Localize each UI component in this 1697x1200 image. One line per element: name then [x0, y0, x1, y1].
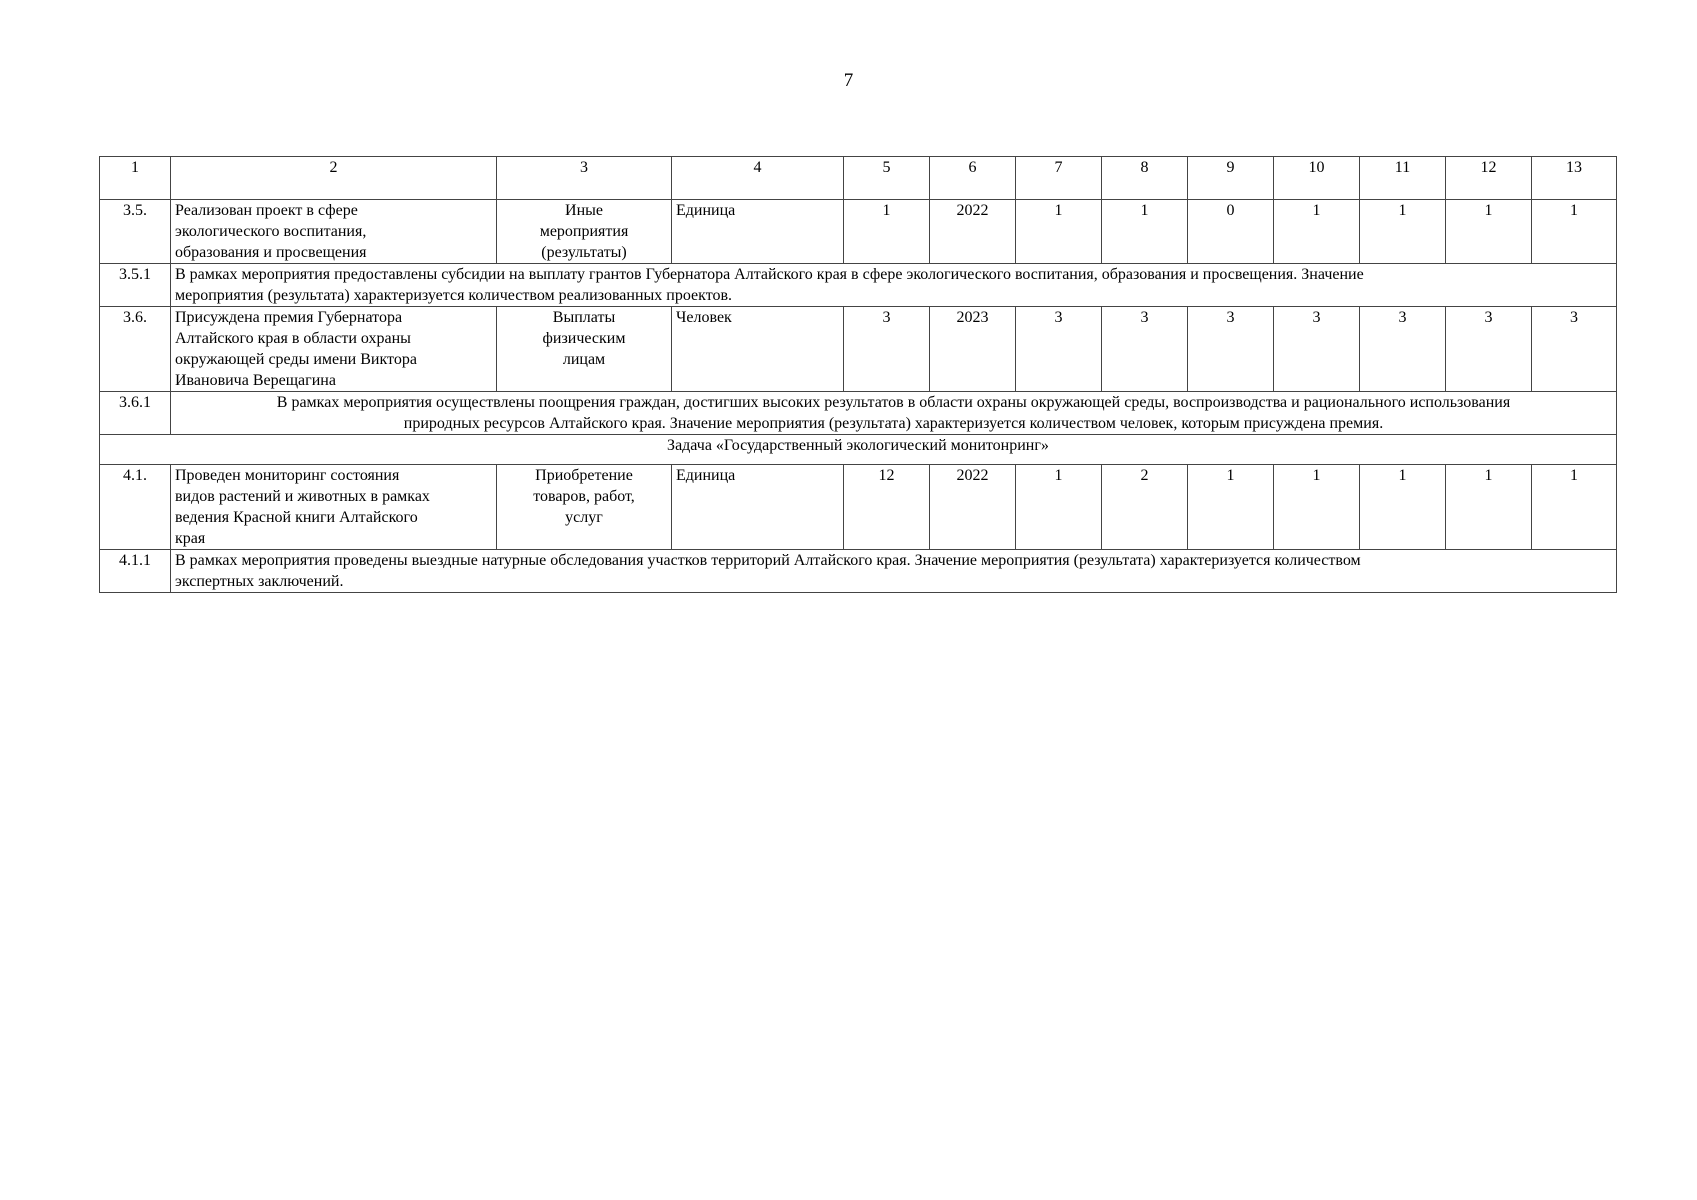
indicator-value: 2023 — [930, 307, 1016, 392]
header-row — [100, 157, 1617, 200]
cell-line: Выплаты — [552, 309, 616, 326]
cell-line: Приобретение — [535, 467, 633, 484]
indicator-value: 2022 — [930, 200, 1016, 264]
cell-line: Ивановича Верещагина — [175, 372, 336, 389]
row-id: 3.5. — [100, 200, 171, 264]
indicator-row — [100, 200, 1617, 264]
indicator-type — [497, 307, 672, 392]
indicator-value: 0 — [1188, 200, 1274, 264]
unit-of-measure: Человек — [672, 307, 844, 392]
indicator-type — [497, 200, 672, 264]
task-row — [100, 435, 1617, 465]
indicator-value: 1 — [1102, 200, 1188, 264]
indicator-value: 3 — [844, 307, 930, 392]
description-row — [100, 550, 1617, 593]
cell-line: окружающей среды имени Виктора — [175, 351, 417, 368]
indicator-value: 1 — [1274, 465, 1360, 550]
row-id: 4.1.1 — [100, 550, 171, 593]
cell-line: ведения Красной книги Алтайского — [175, 509, 418, 526]
cell-line: мероприятия (результата) характеризуется количеством реализованных проектов. — [175, 287, 733, 304]
cell-line: В рамках мероприятия предоставлены субсидии на выплату грантов Губернатора Алтайского края в сфере экологического воспитания, образования и просвещения. Значение — [175, 266, 1364, 283]
cell-line: Присуждена премия Губернатора — [175, 309, 403, 326]
cell-line: Реализован проект в сфере — [175, 202, 358, 219]
indicator-name — [171, 200, 497, 264]
indicator-value: 3 — [1274, 307, 1360, 392]
indicator-value: 3 — [1016, 307, 1102, 392]
unit-of-measure: Единица — [672, 465, 844, 550]
cell-line: Алтайского края в области охраны — [175, 330, 411, 347]
task-title: Задача «Государственный экологический монитонринг» — [100, 435, 1617, 465]
cell-line: физическим — [542, 330, 626, 347]
row-id: 4.1. — [100, 465, 171, 550]
cell-line: Проведен мониторинг состояния — [175, 467, 400, 484]
indicator-value: 1 — [1532, 465, 1617, 550]
indicator-row — [100, 465, 1617, 550]
cell-line: В рамках мероприятия проведены выездные натурные обследования участков территорий Алтайского края. Значение мероприятия (результата) характеризуется количеством — [175, 552, 1361, 569]
cell-line: мероприятия — [539, 223, 629, 240]
indicator-value: 3 — [1188, 307, 1274, 392]
column-number-header: 7 — [1016, 157, 1102, 200]
cell-line: образования и просвещения — [175, 244, 367, 261]
indicator-value: 2022 — [930, 465, 1016, 550]
indicator-value: 1 — [1274, 200, 1360, 264]
cell-line: экологического воспитания, — [175, 223, 367, 240]
indicator-value: 1 — [1446, 465, 1532, 550]
indicator-value: 2 — [1102, 465, 1188, 550]
indicator-value: 1 — [1016, 465, 1102, 550]
indicators-table — [99, 156, 1617, 593]
cell-line: услуг — [565, 509, 603, 526]
description-row — [100, 392, 1617, 435]
indicator-value: 1 — [1188, 465, 1274, 550]
column-number-header: 11 — [1360, 157, 1446, 200]
indicator-name — [171, 307, 497, 392]
cell-line: В рамках мероприятия осуществлены поощрения граждан, достигших высоких результатов в области охраны окружающей среды, воспроизводства и рационального использования — [276, 394, 1511, 411]
indicator-name — [171, 465, 497, 550]
column-number-header: 8 — [1102, 157, 1188, 200]
column-number-header: 9 — [1188, 157, 1274, 200]
column-number-header: 6 — [930, 157, 1016, 200]
row-id: 3.5.1 — [100, 264, 171, 307]
indicator-value: 1 — [1446, 200, 1532, 264]
row-description — [171, 264, 1617, 307]
column-number-header: 2 — [171, 157, 497, 200]
indicator-type — [497, 465, 672, 550]
indicator-value: 3 — [1532, 307, 1617, 392]
column-number-header: 4 — [672, 157, 844, 200]
column-number-header: 1 — [100, 157, 171, 200]
indicator-value: 1 — [844, 200, 930, 264]
column-number-header: 5 — [844, 157, 930, 200]
cell-line: природных ресурсов Алтайского края. Значение мероприятия (результата) характеризуется количеством человек, которым присуждена премия. — [403, 415, 1384, 432]
page-number: 7 — [843, 70, 854, 91]
cell-line: лицам — [562, 351, 606, 368]
indicator-value: 1 — [1360, 200, 1446, 264]
column-number-header: 10 — [1274, 157, 1360, 200]
indicator-value: 1 — [1360, 465, 1446, 550]
indicator-value: 3 — [1360, 307, 1446, 392]
row-description — [171, 550, 1617, 593]
description-row — [100, 264, 1617, 307]
indicator-row — [100, 307, 1617, 392]
indicator-value: 3 — [1446, 307, 1532, 392]
cell-line: края — [175, 530, 206, 547]
cell-line: (результаты) — [541, 244, 627, 261]
indicator-value: 1 — [1532, 200, 1617, 264]
column-number-header: 12 — [1446, 157, 1532, 200]
indicator-value: 3 — [1102, 307, 1188, 392]
row-id: 3.6. — [100, 307, 171, 392]
cell-line: товаров, работ, — [533, 488, 635, 505]
unit-of-measure: Единица — [672, 200, 844, 264]
cell-line: экспертных заключений. — [175, 573, 344, 590]
cell-line: видов растений и животных в рамках — [175, 488, 430, 505]
row-description — [171, 392, 1617, 435]
indicator-value: 1 — [1016, 200, 1102, 264]
column-number-header: 3 — [497, 157, 672, 200]
column-number-header: 13 — [1532, 157, 1617, 200]
cell-line: Иные — [565, 202, 603, 219]
row-id: 3.6.1 — [100, 392, 171, 435]
indicator-value: 12 — [844, 465, 930, 550]
